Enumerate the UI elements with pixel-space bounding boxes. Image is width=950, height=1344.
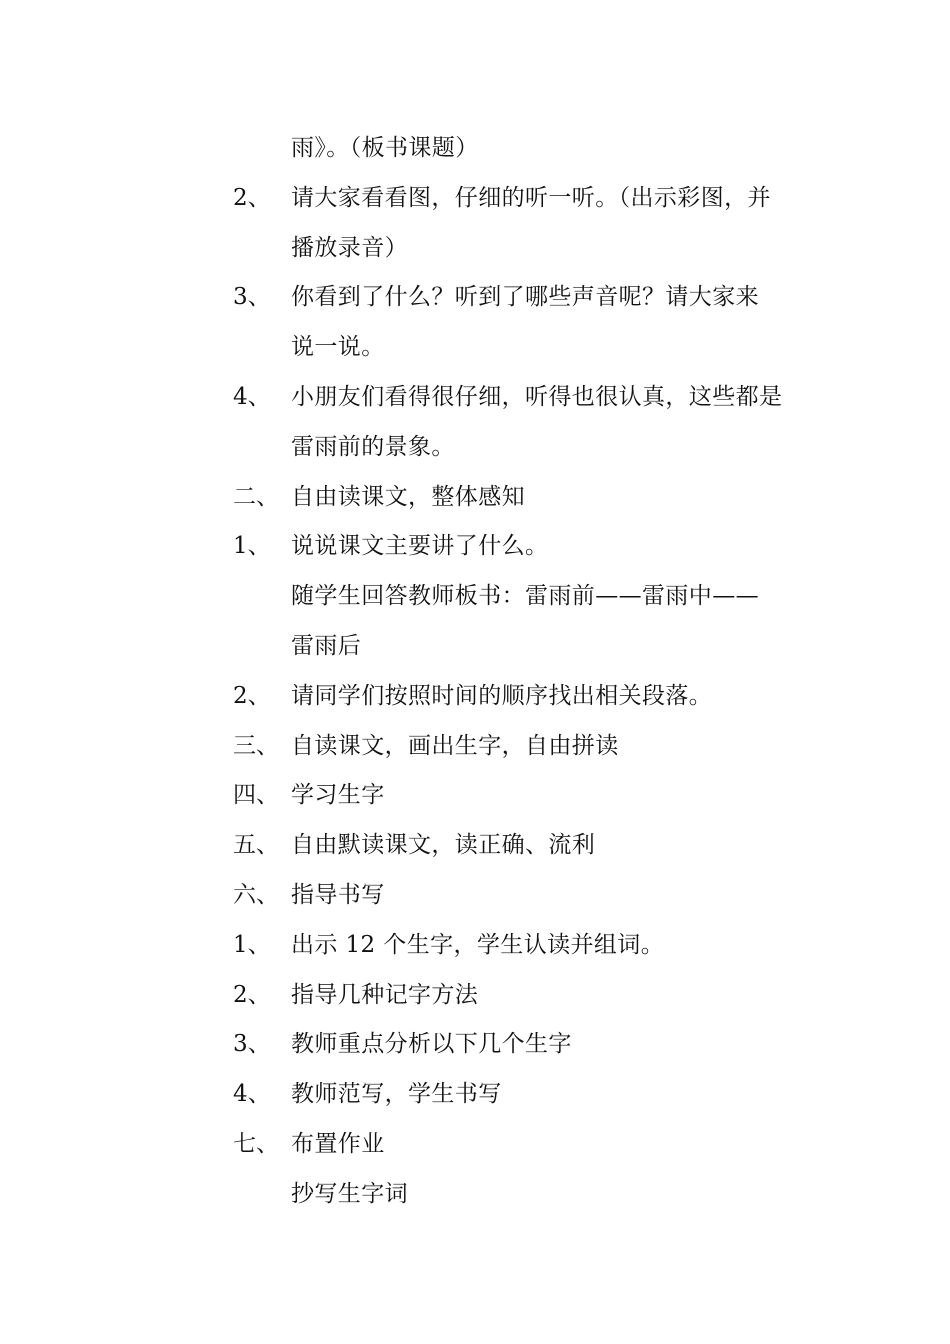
list-marker: 七、 (233, 1130, 279, 1157)
section-heading (233, 1120, 813, 1170)
text-line (233, 124, 813, 174)
list-marker: 2、 (233, 184, 271, 211)
line-text: 请大家看看图，仔细的听一听。（出示彩图，并 (291, 184, 771, 211)
list-marker: 1、 (233, 931, 271, 958)
list-marker: 三、 (233, 732, 279, 759)
line-text: 教师范写，学生书写 (291, 1081, 502, 1108)
list-item (233, 672, 813, 722)
section-heading (233, 771, 813, 821)
list-marker: 1、 (233, 533, 271, 560)
list-item (233, 373, 813, 423)
list-marker: 3、 (233, 284, 271, 311)
list-item (233, 522, 813, 572)
text-line (233, 224, 813, 274)
section-heading (233, 821, 813, 871)
line-text: 自由读课文，整体感知 (291, 483, 525, 510)
list-marker: 2、 (233, 981, 271, 1008)
list-item (233, 174, 813, 224)
line-text: 教师重点分析以下几个生字 (291, 1031, 572, 1058)
line-text: 请同学们按照时间的顺序找出相关段落。 (291, 682, 713, 709)
line-text: 小朋友们看得很仔细，听得也很认真，这些都是 (291, 383, 783, 410)
line-text: 随学生回答教师板书：雷雨前——雷雨中—— (291, 583, 759, 610)
text-line (233, 423, 813, 473)
list-item (233, 273, 813, 323)
section-heading (233, 722, 813, 772)
line-text: 雷雨后 (291, 632, 362, 659)
line-text: 自由默读课文，读正确、流利 (291, 832, 596, 859)
text-line (233, 323, 813, 373)
line-text: 指导书写 (291, 881, 385, 908)
list-marker: 4、 (233, 383, 271, 410)
list-item (233, 971, 813, 1021)
text-line (233, 1170, 813, 1220)
list-item (233, 1020, 813, 1070)
list-marker: 二、 (233, 483, 279, 510)
text-line (233, 622, 813, 672)
list-item (233, 921, 813, 971)
line-text: 学习生字 (291, 782, 385, 809)
line-text: 播放录音） (291, 234, 408, 261)
line-text: 抄写生字词 (291, 1180, 408, 1207)
list-marker: 六、 (233, 881, 279, 908)
list-marker: 五、 (233, 832, 279, 859)
list-marker: 4、 (233, 1081, 271, 1108)
line-text: 雨》。（板书课题） (291, 135, 479, 161)
line-text: 说一说。 (291, 334, 385, 361)
section-heading (233, 473, 813, 523)
document-body (233, 124, 813, 1220)
line-text: 布置作业 (291, 1130, 385, 1157)
list-marker: 3、 (233, 1031, 271, 1058)
list-item (233, 1070, 813, 1120)
section-heading (233, 871, 813, 921)
line-text: 雷雨前的景象。 (291, 433, 455, 460)
line-text: 说说课文主要讲了什么。 (291, 533, 549, 560)
list-marker: 四、 (233, 782, 279, 809)
line-text: 出示 12 个生字，学生认读并组词。 (291, 931, 665, 958)
line-text: 指导几种记字方法 (291, 981, 479, 1008)
line-text: 你看到了什么？听到了哪些声音呢？请大家来 (291, 284, 759, 311)
text-line (233, 572, 813, 622)
line-text: 自读课文，画出生字，自由拼读 (291, 732, 619, 759)
list-marker: 2、 (233, 682, 271, 709)
